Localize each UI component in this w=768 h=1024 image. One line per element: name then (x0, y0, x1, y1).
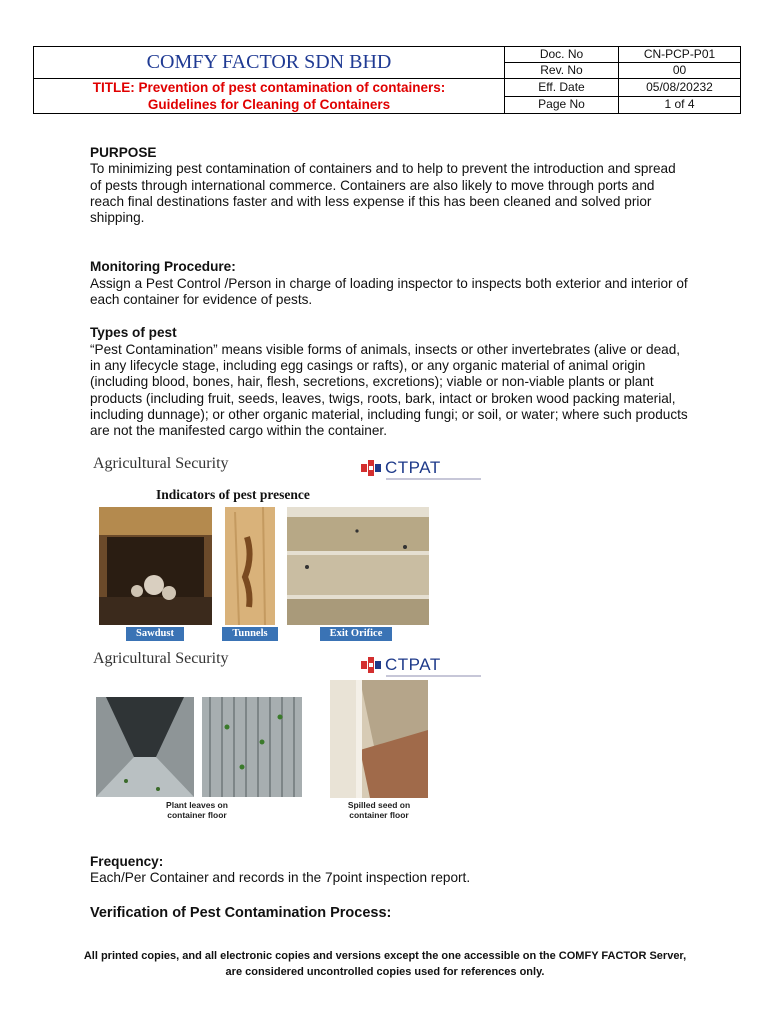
company-name: COMFY FACTOR SDN BHD (34, 47, 505, 79)
doc-no-value: CN-PCP-P01 (619, 47, 741, 63)
title-line-2: Guidelines for Cleaning of Containers (147, 97, 391, 112)
caption-tunnels: Tunnels (222, 627, 278, 641)
caption-plant-leaves: Plant leaves on container floor (166, 800, 228, 820)
frequency-section (90, 854, 690, 887)
purpose-heading: PURPOSE (90, 145, 157, 160)
eff-date-value: 05/08/20232 (619, 79, 741, 97)
document-header-table (33, 46, 741, 114)
photo-tunnels (225, 507, 275, 625)
figure-indicators-of-pest (90, 455, 454, 647)
page-no-value: 1 of 4 (619, 96, 741, 114)
types-body: “Pest Contamination” means visible forms of animals, insects or other invertebrates (alive or dead, in any lifecycle stage, including egg casings or rafts), or any organic material of animal origin (including blood, bones, hair, flesh, secretions, excretions); viable or non-viable plants or plant products (including fruit, seeds, leaves, twigs, roots, bark, intact or broken wood packing material, including dunnage); or other organic material, including fungi; or soil, or water; where such products are not the manifested cargo within the container. (90, 341, 688, 439)
types-section (90, 325, 690, 439)
caption-spilled-seed: Spilled seed on container floor (347, 800, 411, 820)
rev-no-value: 00 (619, 63, 741, 79)
caption-sawdust: Sawdust (126, 627, 184, 641)
caption-exit-orifice: Exit Orifice (320, 627, 392, 641)
document-body (90, 145, 690, 439)
ctpat-logo-2 (360, 655, 441, 675)
frequency-heading: Frequency: (90, 854, 164, 869)
ctpat-logo (360, 458, 441, 478)
monitoring-body: Assign a Pest Control /Person in charge of loading inspector to inspects both exterior and interior of each container for evidence of pests. (90, 275, 688, 308)
ctpat-shield-icon (360, 655, 382, 675)
monitoring-section (90, 259, 690, 308)
ctpat-shield-icon (360, 458, 382, 478)
purpose-body: To minimizing pest contamination of containers and to help to prevent the introduction and spread of pests through international commerce. Containers are also likely to move through ports and reach final destinations faster and with less expense if this has been cleaned and solved prior shipping. (90, 161, 676, 226)
rev-no-label: Rev. No (505, 63, 619, 79)
figure1-heading: Agricultural Security (93, 455, 229, 472)
figure-container-floor (90, 650, 454, 825)
frequency-body: Each/Per Container and records in the 7point inspection report. (90, 870, 471, 886)
figure2-heading: Agricultural Security (93, 650, 229, 667)
footer-disclaimer: All printed copies, and all electronic copies and versions except the one accessible on the COMFY FACTOR Server, are considered uncontrolled copies used for references only. (83, 950, 687, 978)
photo-container-floor-leaves-1 (96, 697, 194, 797)
ctpat-wordmark: CTPAT (385, 458, 441, 477)
figure1-title: Indicators of pest presence (156, 487, 310, 502)
photo-spilled-seed (330, 680, 428, 798)
photo-container-floor-leaves-2 (202, 697, 302, 797)
monitoring-heading: Monitoring Procedure: (90, 259, 236, 275)
eff-date-label: Eff. Date (505, 79, 619, 97)
document-title (34, 79, 505, 114)
ctpat-wordmark: CTPAT (385, 655, 441, 674)
verification-heading: Verification of Pest Contamination Process: (90, 905, 392, 921)
photo-sawdust (99, 507, 212, 625)
title-line-1: TITLE: Prevention of pest contamination of containers: (92, 80, 446, 95)
types-heading: Types of pest (90, 325, 177, 341)
photo-exit-orifice (287, 507, 429, 625)
ctpat-tagline-bar (386, 478, 481, 480)
doc-no-label: Doc. No (505, 47, 619, 63)
purpose-section (90, 145, 690, 226)
ctpat-tagline-bar (386, 675, 481, 677)
page-no-label: Page No (505, 96, 619, 114)
